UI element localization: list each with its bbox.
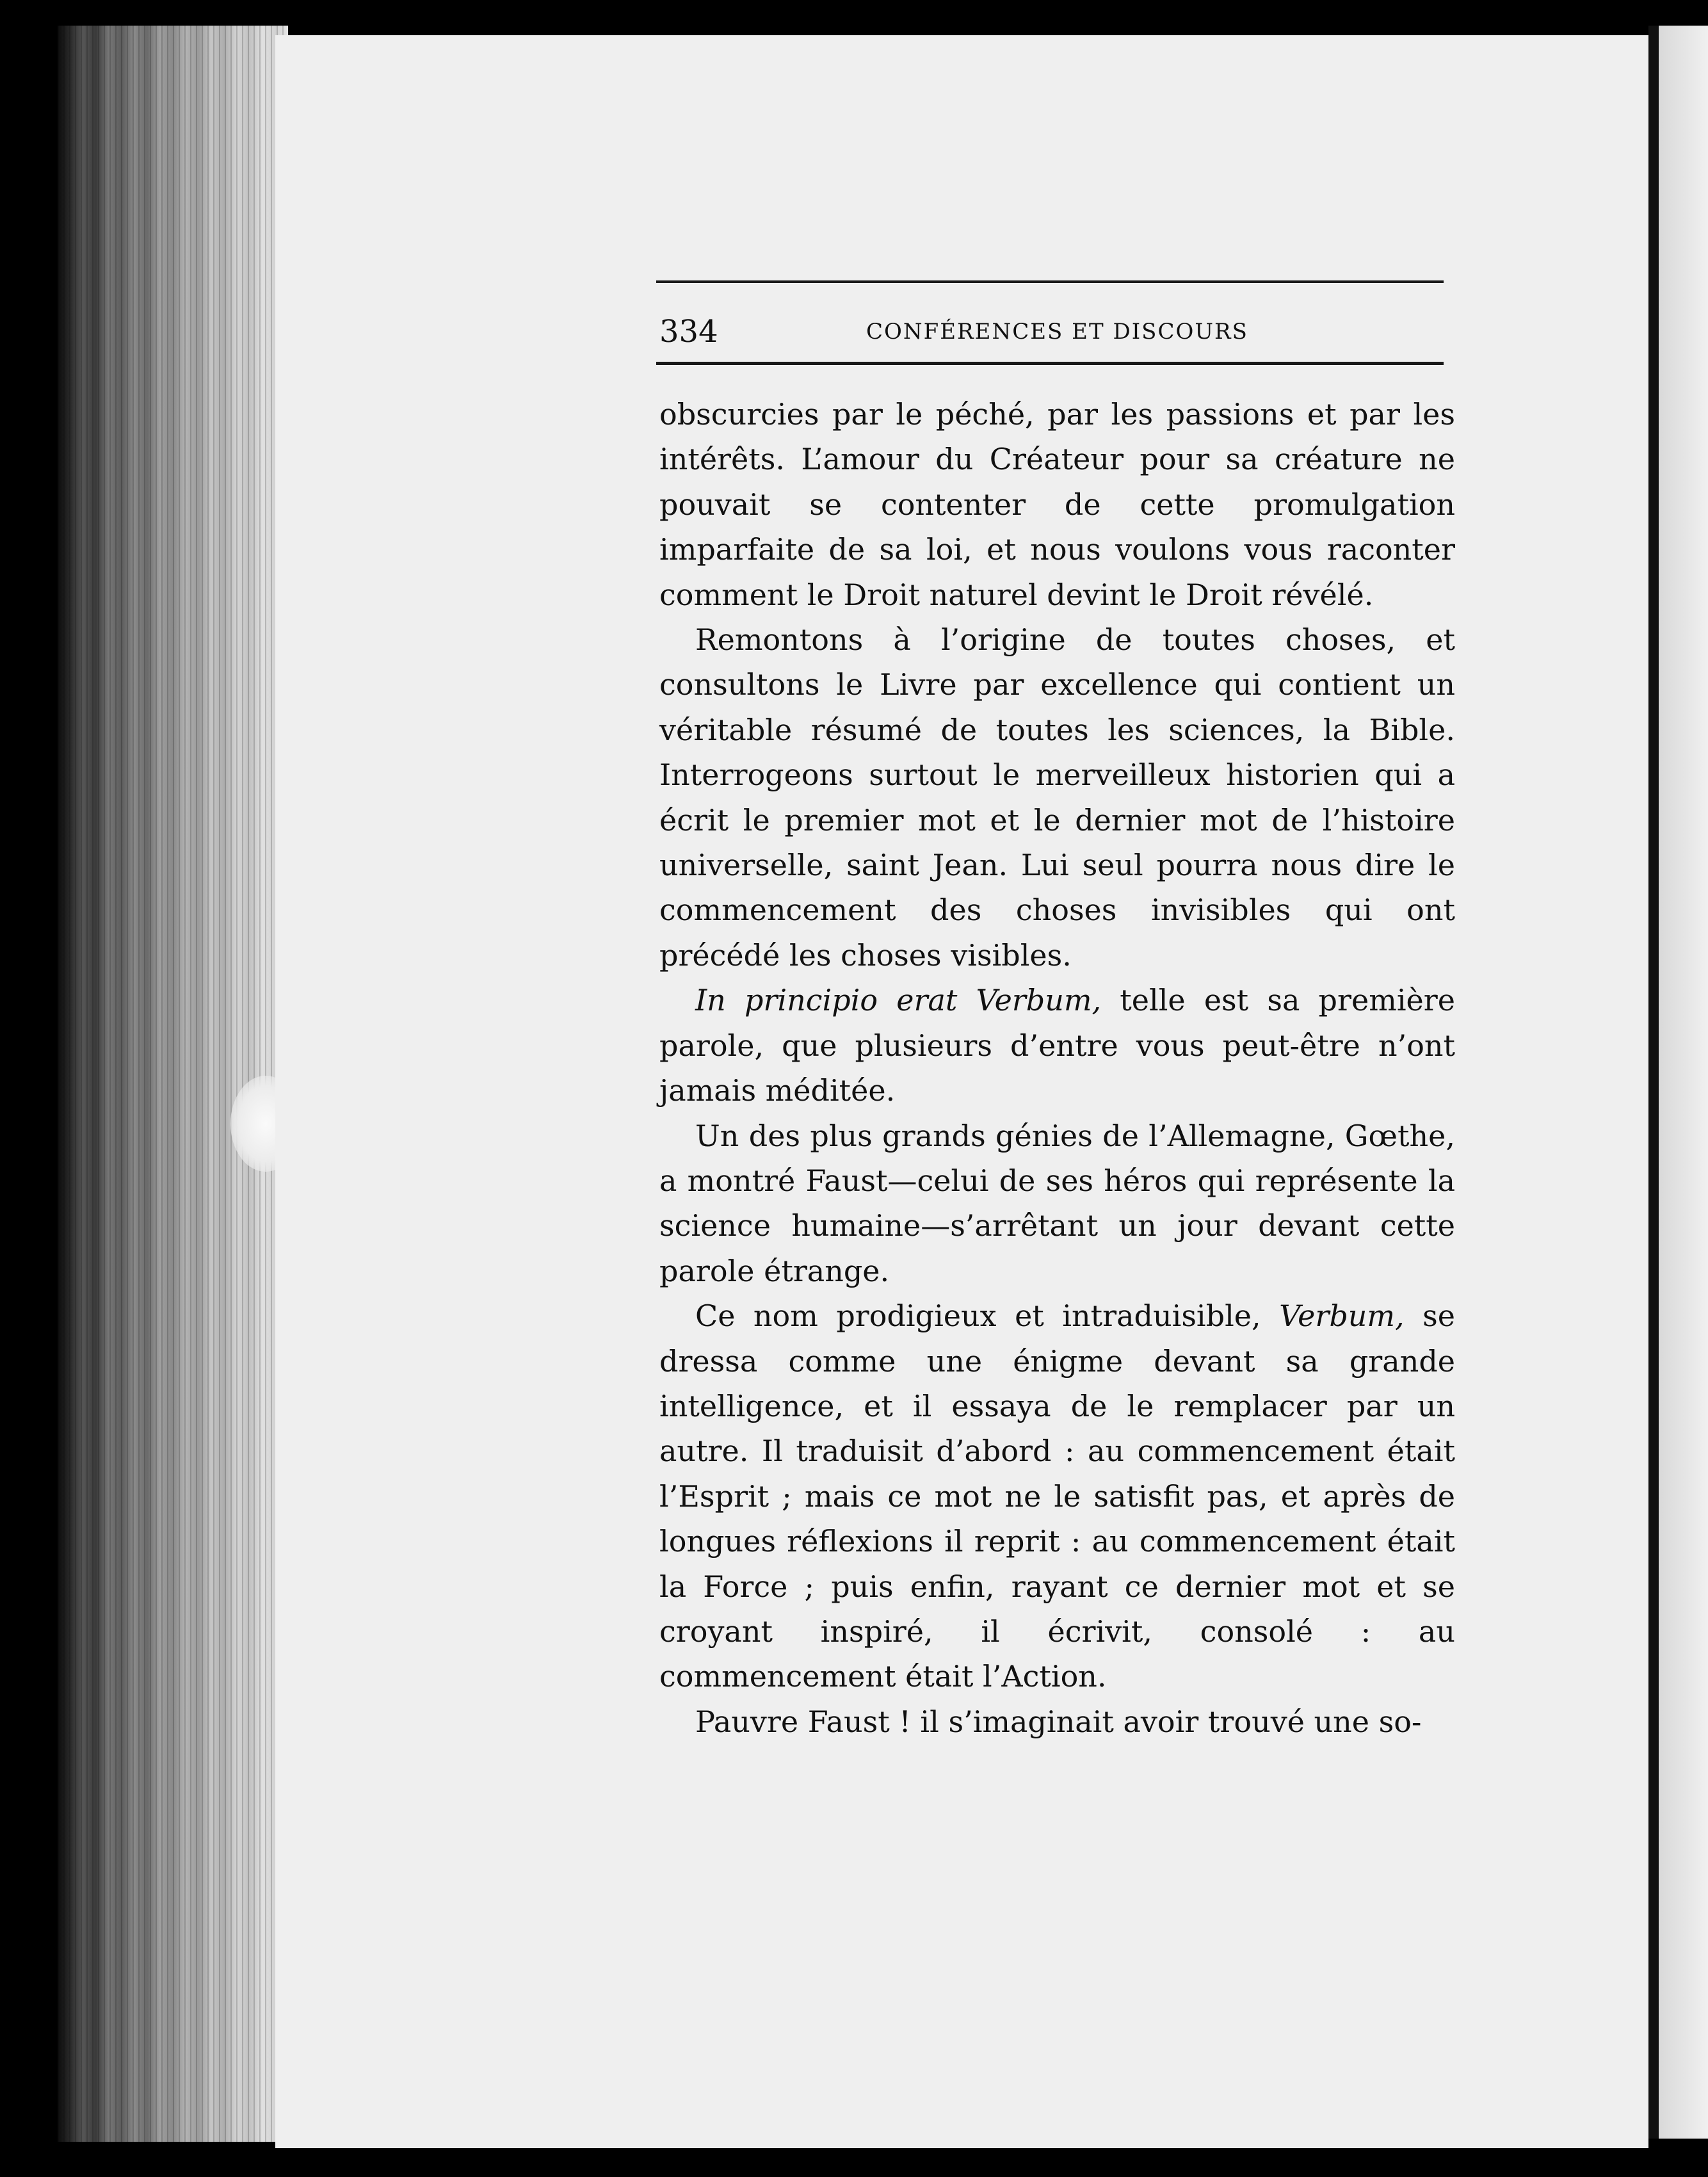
paragraph-6: Pauvre Faust ! il s’imaginait avoir trouvé une so- [695, 1704, 1422, 1739]
page-right-shadow [1648, 26, 1659, 2139]
verbum-italic: Verbum, [1279, 1299, 1405, 1334]
latin-quote: In principio erat Verbum, [695, 983, 1102, 1018]
body-text [659, 392, 1455, 1744]
facing-page-edge [1659, 26, 1708, 2139]
header-rule-bottom [656, 362, 1444, 365]
page-number: 334 [659, 314, 718, 350]
running-head: CONFÉRENCES ET DISCOURS [866, 319, 1248, 344]
paragraph-5-text-b: se dressa comme une énigme devant sa grande intelligence, et il essaya de le remplacer par un autre. Il traduisit d’abord : au commencement était l’Esprit ; mais ce mot ne le satisfit pas, et après de longues réflexions il reprit : au commencement était la Force ; puis enfin, rayant ce dernier mot et se croyant inspiré, il écrivit, consolé : au commencement était l’Action. [659, 1299, 1455, 1694]
paragraph-3 [659, 978, 1455, 1113]
paragraph-2: Remontons à l’origine de toutes choses, et consultons le Livre par excellence qui contient un véritable résumé de toutes les sciences, la Bible. Interrogeons surtout le merveilleux historien qui a écrit le premier mot et le dernier mot de l’histoire universelle, saint Jean. Lui seul pourra nous dire le commencement des choses invisibles qui ont précédé les choses visibles. [659, 622, 1455, 973]
paragraph-4: Un des plus grands génies de l’Allemagne, Gœthe, a montré Faust—celui de ses héros qui représente la science humaine—s’arrêtant un jour devant cette parole étrange. [659, 1118, 1455, 1288]
paragraph-5-text-a: Ce nom prodigieux et intraduisible, [695, 1299, 1280, 1334]
paragraph-5 [659, 1293, 1455, 1699]
scan-bottom-border [0, 2148, 1708, 2177]
paragraph-1: obscurcies par le péché, par les passions et par les intérêts. L’amour du Créateur pour sa créature ne pouvait se contenter de cette promulgation imparfaite de sa loi, et nous voulons vous raconter comment le Droit naturel devint le Droit révélé. [659, 397, 1455, 612]
paragraph-3-text: telle est sa première parole, que plusieurs d’entre vous peut-être n’ont jamais méditée. [659, 983, 1455, 1108]
header-rule-top [656, 280, 1444, 283]
